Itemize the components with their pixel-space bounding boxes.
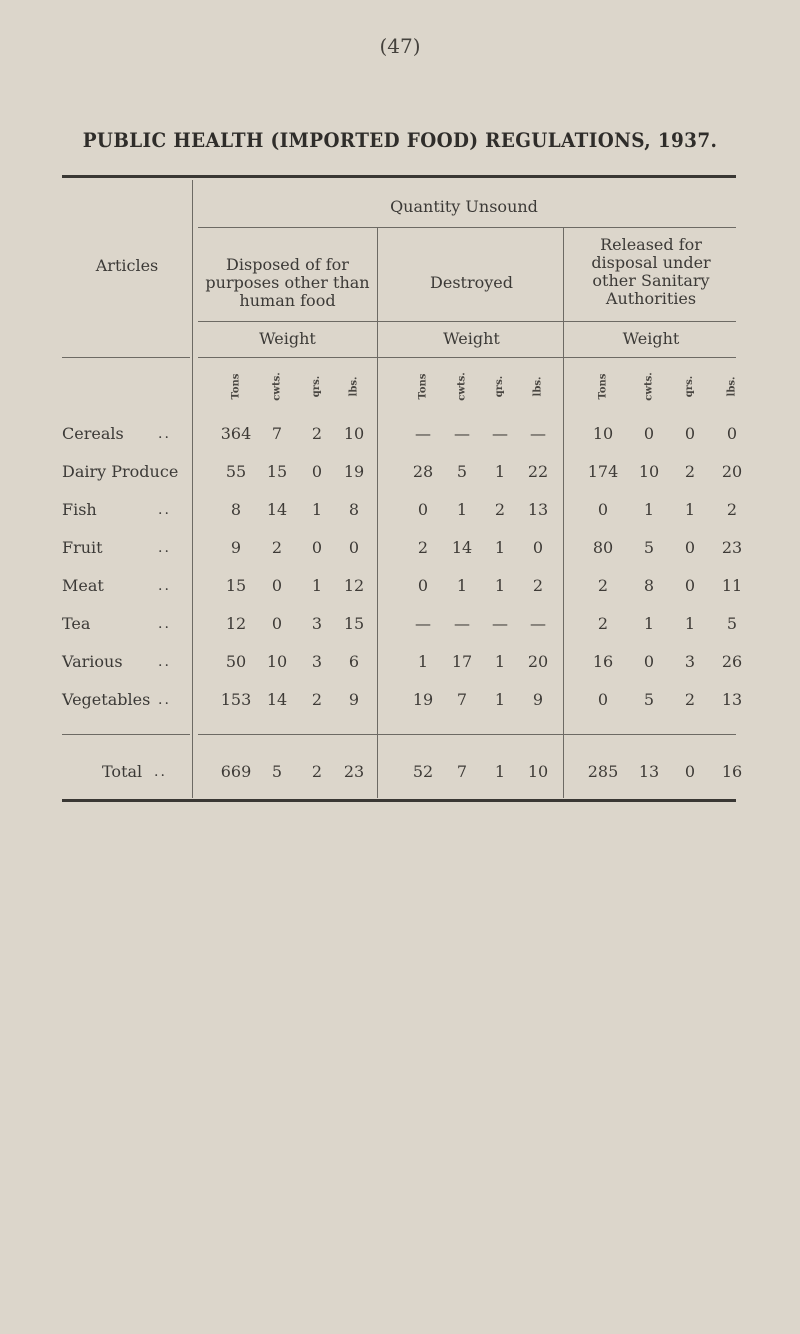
table-cell: 5 [726,614,738,633]
unit-header-cwts-1 [269,364,285,408]
unit-header-cwts-3 [641,364,657,408]
group-2-weight-label: Weight [443,329,500,348]
group-1-label-line-2: purposes other than [205,273,370,292]
table-cell: 0 [271,576,283,595]
col-divider-group-1 [377,228,378,798]
unit-label: qrs. [494,375,506,397]
group-3-weight-label: Weight [622,329,680,348]
table-cell: 11 [721,576,743,595]
table-cell: 0 [597,500,609,519]
leader-dots: .. [158,692,171,708]
table-cell: 19 [412,690,434,709]
leader-dots: .. [158,540,171,556]
table-cell: 13 [527,500,549,519]
col-divider-group-2 [563,228,564,798]
table-cell: 16 [592,652,614,671]
article-label: Vegetables [62,690,151,709]
article-label: Fruit [62,538,103,557]
group-1-label-line-3: human food [239,291,336,310]
table-cell: 5 [643,690,655,709]
unit-header-lbs-2 [530,364,546,408]
unit-header-Tons-3 [595,364,611,408]
table-cell: 2 [311,690,323,709]
table-cell: 10 [343,424,365,443]
page-title: PUBLIC HEALTH (IMPORTED FOOD) REGULATIONS, 1937. [82,128,718,152]
table-cell: 153 [220,690,252,709]
table-cell: 1 [456,576,468,595]
group-1-weight-label: Weight [259,329,316,348]
table-cell: 2 [597,576,609,595]
table-cell: 14 [266,690,288,709]
unit-label: Tons [230,373,242,399]
table-cell: 8 [643,576,655,595]
table-cell: 2 [311,424,323,443]
unit-header-lbs-1 [346,364,362,408]
table-cell: 0 [684,576,696,595]
article-label: Fish [62,500,97,519]
table-cell: 8 [230,500,242,519]
leader-dots: .. [154,764,167,780]
table-cell: 26 [721,652,743,671]
table-cell: 20 [721,462,743,481]
table-cell: 23 [721,538,743,557]
table-cell: 17 [451,652,473,671]
leader-dots: .. [158,426,171,442]
article-label: Meat [62,576,104,595]
table-cell: — [530,614,546,633]
total-cell: 23 [343,762,365,781]
rule-under-weight [198,357,736,358]
group-3-label-line-1: Released for [600,235,702,254]
table-cell: 28 [412,462,434,481]
group-3-label-line-3: other Sanitary [592,271,710,290]
group-3-label-line-4: Authorities [605,289,697,308]
table-cell: 12 [225,614,247,633]
table-cell: 1 [494,690,506,709]
table-cell: 174 [587,462,619,481]
table-cell: 2 [494,500,506,519]
table-cell: 1 [311,576,323,595]
table-cell: 10 [592,424,614,443]
unit-header-Tons-2 [415,364,431,408]
table-cell: 10 [266,652,288,671]
table-cell: 2 [684,690,696,709]
table-cell: 0 [597,690,609,709]
total-label: Total [102,762,143,781]
unit-header-Tons-1 [228,364,244,408]
unit-label: qrs. [684,375,696,397]
total-cell: 52 [412,762,434,781]
table-cell: — [454,614,470,633]
leader-dots: .. [158,502,171,518]
unit-label: lbs. [532,376,544,396]
total-cell: 1 [494,762,506,781]
table-cell: 364 [220,424,252,443]
col-divider-articles [192,180,193,798]
table-cell: 9 [532,690,544,709]
table-cell: 2 [417,538,429,557]
table-cell: — [415,614,431,633]
table-cell: 0 [643,652,655,671]
total-cell: 16 [721,762,743,781]
table-cell: 1 [494,652,506,671]
table-cell: 19 [343,462,365,481]
table-cell: 1 [456,500,468,519]
table-cell: 15 [266,462,288,481]
rule-above-total-articles [62,734,190,735]
unit-label: qrs. [311,375,323,397]
table-cell: 6 [348,652,360,671]
total-cell: 10 [527,762,549,781]
table-cell: 22 [527,462,549,481]
table-cell: 1 [684,500,696,519]
total-cell: 5 [271,762,283,781]
table-cell: 1 [417,652,429,671]
table-cell: 0 [643,424,655,443]
table-cell: 15 [343,614,365,633]
table-cell: — [454,424,470,443]
table-cell: 10 [638,462,660,481]
article-label: Cereals [62,424,124,443]
unit-header-qrs-1 [309,364,325,408]
leader-dots: .. [158,654,171,670]
table-cell: 14 [451,538,473,557]
leader-dots: .. [158,578,171,594]
unit-label: Tons [597,373,609,399]
rule-under-group-headers [198,321,736,322]
table-cell: 0 [532,538,544,557]
table-cell: 1 [311,500,323,519]
table-cell: 8 [348,500,360,519]
unit-label: cwts. [456,371,468,401]
table-cell: 1 [643,500,655,519]
total-cell: 669 [220,762,252,781]
table-cell: 0 [311,462,323,481]
table-cell: 0 [311,538,323,557]
rule-under-articles-header [62,357,190,358]
table-cell: 3 [311,652,323,671]
unit-label: cwts. [643,371,655,401]
table-cell: — [492,614,508,633]
table-cell: 2 [597,614,609,633]
table-cell: 55 [225,462,247,481]
table-cell: 1 [494,462,506,481]
group-2-label-line-1: Destroyed [430,273,513,292]
table-cell: 1 [494,538,506,557]
article-label: Various [62,652,123,671]
unit-label: lbs. [348,376,360,396]
unit-header-qrs-2 [492,364,508,408]
table-cell: 3 [684,652,696,671]
table-cell: 5 [456,462,468,481]
article-label: Dairy Produce [62,462,179,481]
table-cell: 0 [684,538,696,557]
table-cell: 0 [684,424,696,443]
total-cell: 2 [311,762,323,781]
table-cell: 1 [684,614,696,633]
table-cell: 0 [417,500,429,519]
table-cell: 1 [643,614,655,633]
bottom-rule [62,799,736,802]
table-cell: 20 [527,652,549,671]
table-cell: 0 [271,614,283,633]
group-3-label-line-2: disposal under [591,253,711,272]
table-cell: 9 [230,538,242,557]
table-cell: 2 [684,462,696,481]
unit-label: Tons [417,373,429,399]
articles-header: Articles [95,256,159,275]
total-cell: 13 [638,762,660,781]
table-cell: — [530,424,546,443]
table-cell: 5 [643,538,655,557]
total-cell: 285 [587,762,619,781]
unit-header-lbs-3 [724,364,740,408]
table-cell: 2 [726,500,738,519]
table-cell: 12 [343,576,365,595]
table-cell: 50 [225,652,247,671]
top-rule [62,175,736,178]
rule-above-total [198,734,736,735]
table-cell: 2 [271,538,283,557]
rule-under-quantity-unsound [198,227,736,228]
table-cell: 1 [494,576,506,595]
table-cell: 2 [532,576,544,595]
table-cell: 3 [311,614,323,633]
table-cell: — [415,424,431,443]
table-cell: 80 [592,538,614,557]
article-label: Tea [62,614,91,633]
quantity-unsound-header: Quantity Unsound [390,197,538,216]
group-1-label-line-1: Disposed of for [226,255,349,274]
table-cell: 0 [348,538,360,557]
total-cell: 0 [684,762,696,781]
table-cell: 0 [726,424,738,443]
page-number: (47) [379,34,421,58]
table-cell: 7 [271,424,283,443]
total-cell: 7 [456,762,468,781]
table-cell: 14 [266,500,288,519]
unit-label: cwts. [271,371,283,401]
unit-label: lbs. [726,376,738,396]
table-cell: — [492,424,508,443]
table-cell: 9 [348,690,360,709]
leader-dots: .. [158,616,171,632]
unit-header-cwts-2 [454,364,470,408]
table-cell: 13 [721,690,743,709]
table-cell: 0 [417,576,429,595]
table-cell: 15 [225,576,247,595]
unit-header-qrs-3 [682,364,698,408]
table-cell: 7 [456,690,468,709]
